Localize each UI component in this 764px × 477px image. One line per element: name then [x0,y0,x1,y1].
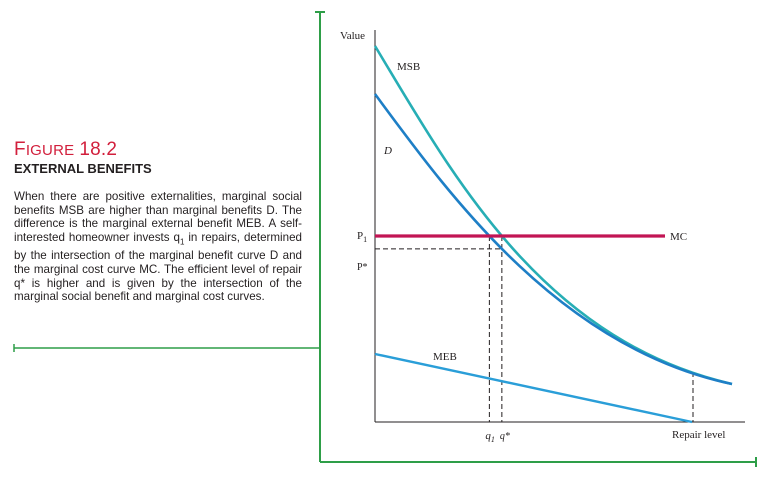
figure-description: When there are positive externalities, marginal social benefits MSB are higher than marginal benefits D. The difference is the marginal external benefit MEB. A self-interested homeowner invests $q_1$ in repairs, determined by the intersection of the marginal benefit curve D and the marginal cost curve MC. The efficient level of repair q* is higher and is given by the intersection of the marginal social benefit and marginal cost curves. [14,190,302,304]
msb-curve [375,46,732,384]
figure-frame [14,12,756,467]
dashed-guides [375,236,693,422]
mc-label: MC [670,231,688,243]
figure-subtitle: EXTERNAL BENEFITS [14,161,152,176]
pstar-tick-label: P* [357,262,368,273]
chart-axes [375,30,745,422]
q1-tick-label: $q_1$ [485,430,495,444]
qstar-tick-label: q* [499,431,510,442]
caption-q1: $q_1$ [173,231,185,247]
d-label: D [384,145,392,157]
meb-label: MEB [433,351,457,363]
msb-label: MSB [397,61,421,73]
p1-tick-label: $P_1$ [357,230,368,244]
meb-curve [375,354,692,422]
figure-number: 18.2 [79,139,118,160]
figure-word: FIGURE [14,139,75,160]
y-axis-label: Value [340,30,366,42]
x-axis-label: Repair level [672,429,726,441]
